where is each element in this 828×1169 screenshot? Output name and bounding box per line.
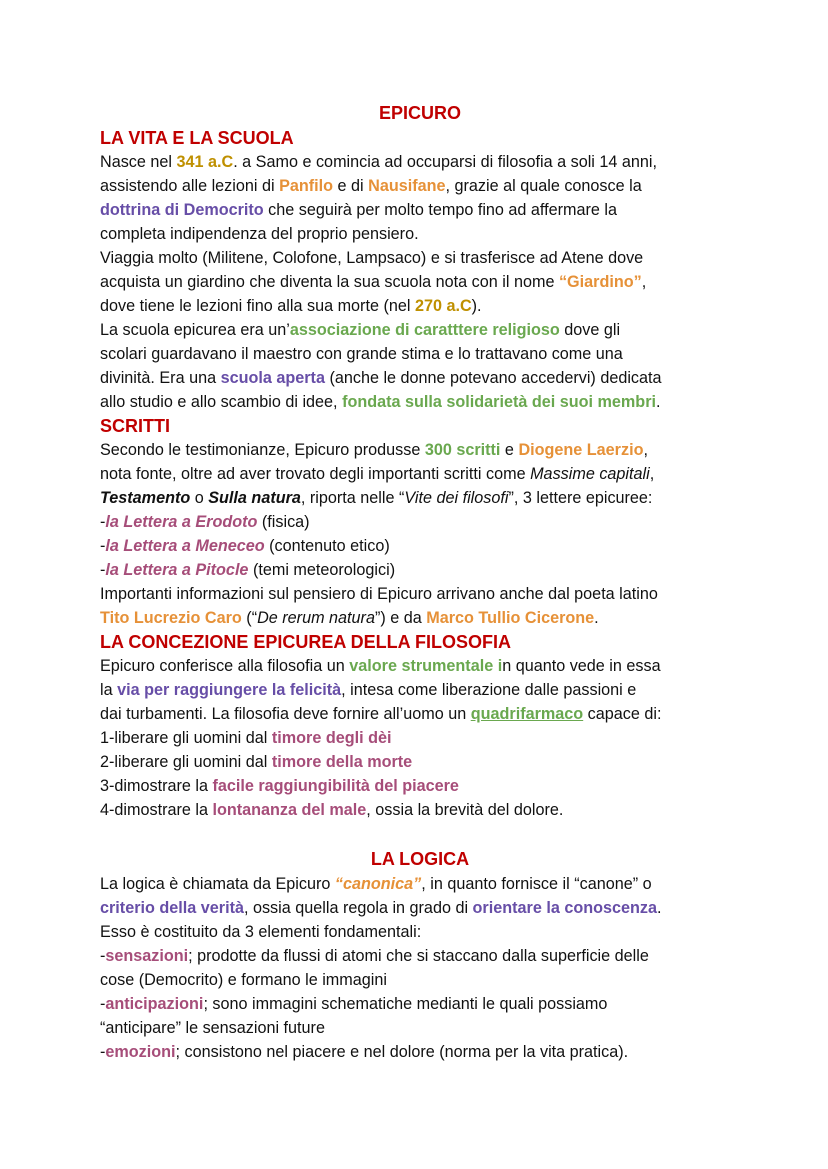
text-run: -	[100, 537, 106, 555]
text-run: Epicuro conferisce alla filosofia un	[100, 657, 350, 675]
text-run: Massime capitali	[530, 465, 650, 483]
text-line	[100, 270, 740, 294]
text-run: ; prodotte da flussi di atomi che si staccano dalla superficie delle	[188, 947, 649, 965]
text-run: 4-dimostrare la	[100, 801, 213, 819]
highlighted-term: LA VITA E LA SCUOLA	[100, 128, 294, 148]
highlighted-term: Panfilo	[279, 177, 334, 195]
text-run: scolari guardavano il maestro con grande stima e lo trattavano come una	[100, 345, 623, 363]
text-line	[100, 222, 740, 246]
text-line	[100, 318, 740, 342]
text-line	[100, 150, 740, 174]
text-line	[100, 1016, 740, 1040]
text-run: dai turbamenti. La filosofia deve fornire all’uomo un	[100, 705, 471, 723]
text-line	[100, 486, 740, 510]
text-line	[100, 798, 740, 822]
text-run: Esso è costituito da 3 elementi fondamentali:	[100, 923, 422, 941]
highlighted-term: Diogene Laerzio	[518, 441, 644, 459]
text-run: , ossia la brevità del dolore.	[366, 801, 564, 819]
highlighted-term: la Lettera a Meneceo	[105, 537, 265, 555]
text-run: ; sono immagini schematiche medianti le quali possiamo	[203, 995, 608, 1013]
text-run: n quanto vede in essa	[502, 657, 661, 675]
text-line	[100, 390, 740, 414]
text-run: dove gli	[559, 321, 621, 339]
text-run: , in quanto fornisce il “canone” o	[421, 875, 652, 893]
text-line	[100, 944, 740, 968]
text-line	[100, 534, 740, 558]
text-run: ”, 3 lettere epicuree:	[508, 489, 653, 507]
highlighted-term: LA LOGICA	[370, 849, 470, 869]
text-run: Vite dei filosofi	[404, 489, 509, 507]
text-line	[100, 198, 740, 222]
section-heading	[100, 126, 740, 150]
text-run: cose (Democrito) e formano le immagini	[100, 971, 387, 989]
text-run: allo studio e allo scambio di idee,	[100, 393, 343, 411]
highlighted-term: timore della morte	[271, 753, 413, 771]
text-run: o	[190, 489, 209, 507]
text-line	[100, 750, 740, 774]
text-run: Sulla natura	[208, 489, 301, 507]
text-line	[100, 342, 740, 366]
text-run: Secondo le testimonianze, Epicuro produsse	[100, 441, 425, 459]
text-run: 3-dimostrare la	[100, 777, 213, 795]
highlighted-term: “Giardino”	[558, 273, 642, 291]
highlighted-term: LA CONCEZIONE EPICUREA DELLA FILOSOFIA	[100, 632, 512, 652]
highlighted-term: associazione di caratttere religioso	[289, 321, 560, 339]
text-run: e	[500, 441, 519, 459]
text-run: . a Samo e comincia ad occuparsi di filosofia a soli 14 anni,	[233, 153, 657, 171]
text-line	[100, 462, 740, 486]
text-line	[100, 774, 740, 798]
highlighted-term: la Lettera a Erodoto	[105, 513, 258, 531]
highlighted-term: Marco Tullio Cicerone	[426, 609, 595, 627]
text-run: -	[100, 947, 106, 965]
text-run: -	[100, 513, 106, 531]
highlighted-term: timore degli dèi	[271, 729, 392, 747]
text-run: (“	[241, 609, 258, 627]
text-run: Testamento	[100, 489, 191, 507]
text-line	[100, 872, 740, 896]
document-body	[100, 100, 740, 1064]
section-title	[100, 100, 740, 126]
text-run: Viaggia molto (Militene, Colofone, Lampsaco) e si trasferisce ad Atene dove	[100, 249, 644, 267]
highlighted-term: 300 scritti	[424, 441, 501, 459]
text-run: che seguirà per molto tempo fino ad affermare la	[263, 201, 618, 219]
text-line	[100, 920, 740, 944]
text-run: , intesa come liberazione dalle passioni e	[341, 681, 637, 699]
highlighted-term: facile raggiungibilità del piacere	[212, 777, 459, 795]
text-run: , grazie al quale conosce la	[445, 177, 642, 195]
text-run: ,	[641, 273, 647, 291]
text-run: , ossia quella regola in grado di	[243, 899, 473, 917]
highlighted-term: anticipazioni	[105, 995, 204, 1013]
highlighted-term: fondata sulla solidarietà dei suoi membri	[342, 393, 656, 411]
text-run: ; consistono nel piacere e nel dolore (norma per la vita pratica).	[175, 1043, 629, 1061]
text-run: “anticipare” le sensazioni future	[100, 1019, 325, 1037]
text-line	[100, 366, 740, 390]
text-line	[100, 654, 740, 678]
text-line	[100, 174, 740, 198]
highlighted-term: emozioni	[105, 1043, 176, 1061]
highlighted-term: dottrina di Democrito	[100, 201, 264, 219]
text-run: dove tiene le lezioni fino alla sua morte (nel	[100, 297, 415, 315]
text-line	[100, 582, 740, 606]
highlighted-term: “canonica”	[334, 875, 422, 893]
text-line	[100, 678, 740, 702]
highlighted-term: via per raggiungere la felicità	[117, 681, 342, 699]
text-run: , riporta nelle “	[300, 489, 405, 507]
text-run: (anche le donne potevano accedervi) dedicata	[324, 369, 662, 387]
text-line	[100, 294, 740, 318]
text-run: Importanti informazioni sul pensiero di Epicuro arrivano anche dal poeta latino	[100, 585, 658, 603]
text-run: acquista un giardino che diventa la sua scuola nota con il nome	[100, 273, 559, 291]
highlighted-term: 270 a.C	[414, 297, 472, 315]
highlighted-term: la Lettera a Pitocle	[105, 561, 249, 579]
highlighted-term: scuola aperta	[220, 369, 325, 387]
text-run: (contenuto etico)	[264, 537, 390, 555]
text-line	[100, 992, 740, 1016]
text-line	[100, 558, 740, 582]
text-run: (temi meteorologici)	[248, 561, 396, 579]
text-run: assistendo alle lezioni di	[100, 177, 280, 195]
text-run: ,	[643, 441, 648, 459]
highlighted-term: Tito Lucrezio Caro	[100, 609, 242, 627]
highlighted-term: Nausifane	[368, 177, 446, 195]
highlighted-term: EPICURO	[378, 103, 461, 123]
highlighted-term: SCRITTI	[100, 416, 170, 436]
section-title	[100, 846, 740, 872]
text-run: 2-liberare gli uomini dal	[100, 753, 272, 771]
text-run: De rerum natura	[257, 609, 375, 627]
text-run: .	[594, 609, 599, 627]
section-heading	[100, 630, 740, 654]
highlighted-term: valore strumentale i	[349, 657, 503, 675]
text-run: -	[100, 1043, 106, 1061]
section-heading	[100, 414, 740, 438]
highlighted-term: quadrifarmaco	[470, 705, 584, 723]
text-run: divinità. Era una	[100, 369, 221, 387]
text-line	[100, 726, 740, 750]
text-run: (fisica)	[257, 513, 310, 531]
text-line	[100, 1040, 740, 1064]
text-run: Nasce nel	[100, 153, 177, 171]
text-run: .	[656, 393, 661, 411]
text-run: -	[100, 561, 106, 579]
text-run: .	[656, 899, 662, 917]
text-run: La logica è chiamata da Epicuro	[100, 875, 335, 893]
text-run: -	[100, 995, 106, 1013]
text-run: La scuola epicurea era un’	[100, 321, 290, 339]
text-run: ”) e da	[374, 609, 427, 627]
text-run: la	[100, 681, 118, 699]
highlighted-term: criterio della verità	[100, 899, 244, 917]
text-line	[100, 438, 740, 462]
text-run: e di	[333, 177, 369, 195]
text-line	[100, 510, 740, 534]
blank-line	[100, 822, 740, 846]
text-run: 1-liberare gli uomini dal	[100, 729, 272, 747]
highlighted-term: orientare la conoscenza	[472, 899, 657, 917]
text-line	[100, 702, 740, 726]
text-line	[100, 246, 740, 270]
text-run: ).	[471, 297, 482, 315]
text-run: nota fonte, oltre ad aver trovato degli importanti scritti come	[100, 465, 531, 483]
text-run: capace di:	[583, 705, 662, 723]
text-run: ,	[649, 465, 655, 483]
highlighted-term: 341 a.C	[176, 153, 234, 171]
text-run: completa indipendenza del proprio pensiero.	[100, 225, 419, 243]
highlighted-term: lontananza del male	[212, 801, 367, 819]
highlighted-term: sensazioni	[105, 947, 189, 965]
text-line	[100, 606, 740, 630]
text-line	[100, 968, 740, 992]
text-line	[100, 896, 740, 920]
